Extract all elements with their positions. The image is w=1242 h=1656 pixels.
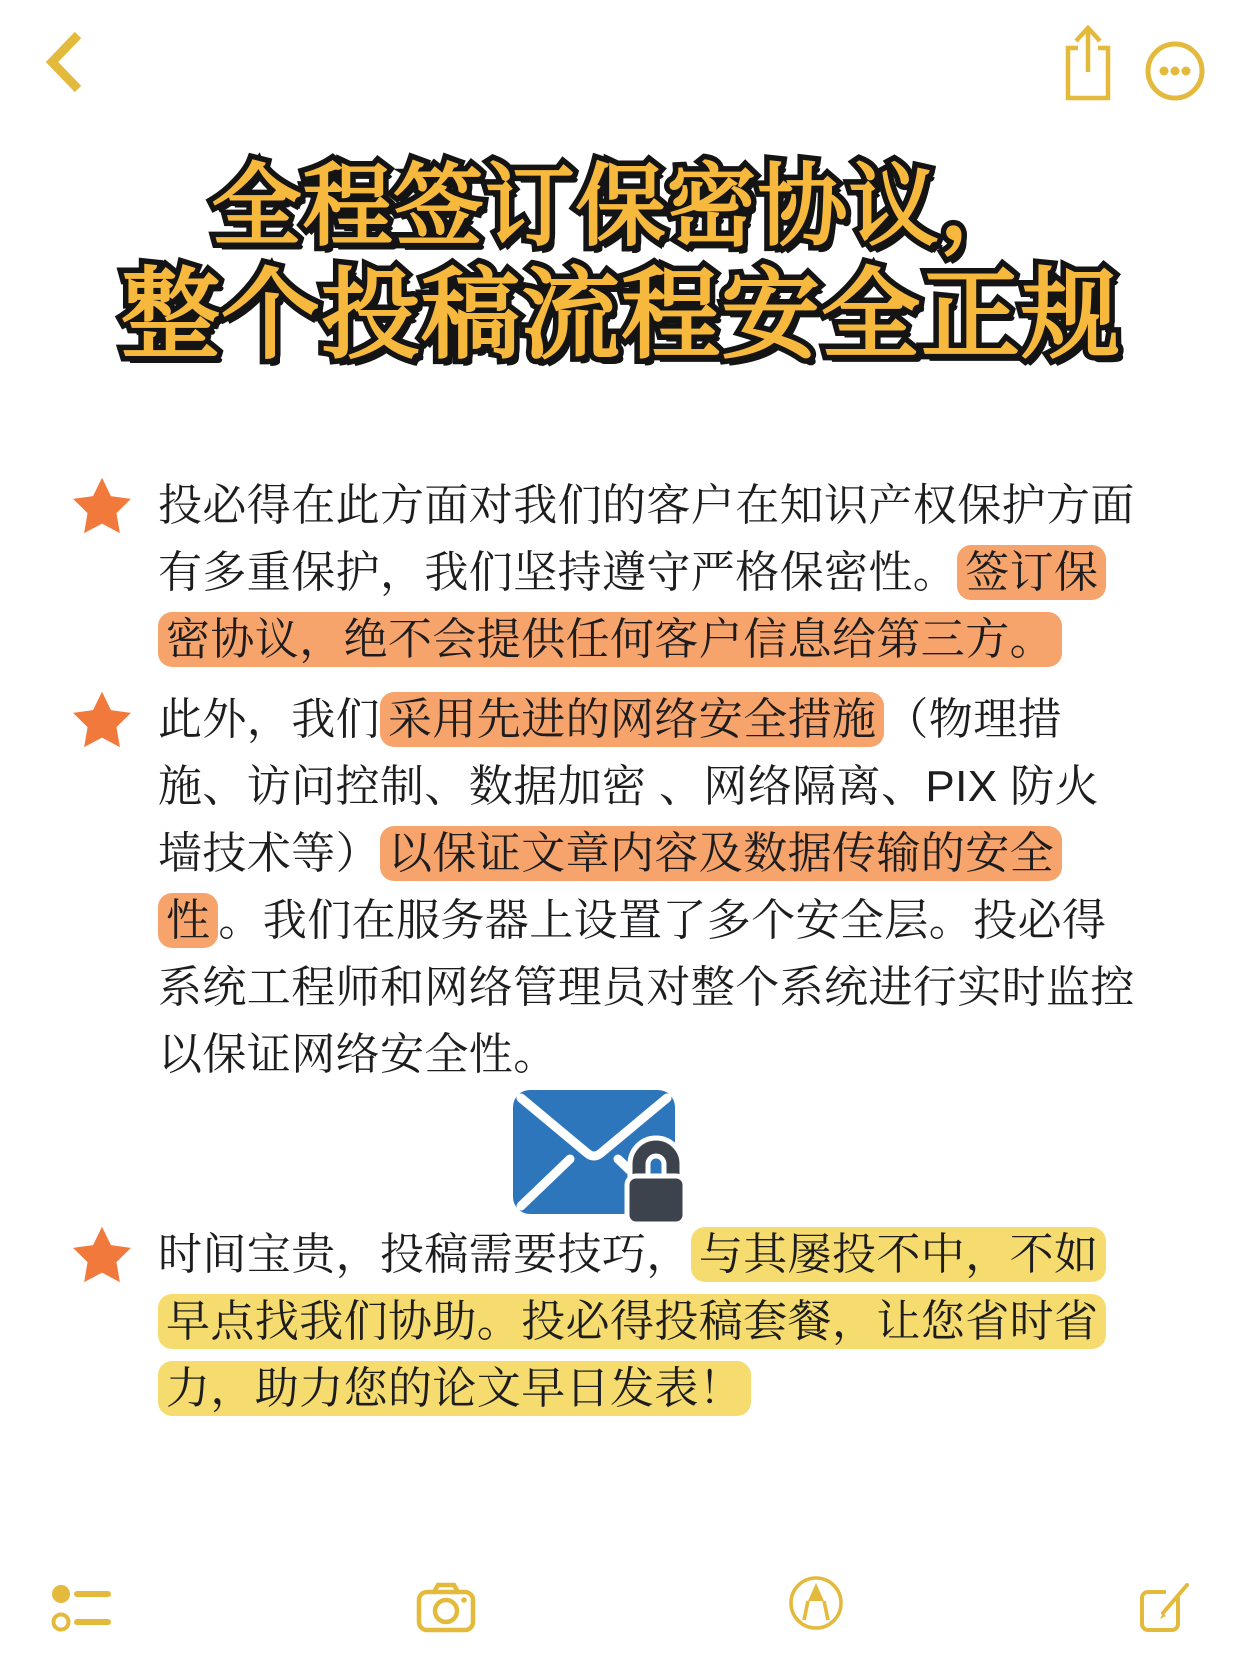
text-segment: 此外，我们 <box>158 695 380 744</box>
bullet-item-confidentiality <box>70 472 1140 673</box>
text-segment: （物理措施、访问控制、数据加密 、网络隔离、PIX 防火墙技术等） <box>158 695 1099 878</box>
camera-icon <box>416 1580 476 1634</box>
bullet-text <box>158 1221 1140 1422</box>
compose-icon <box>1138 1582 1190 1632</box>
checklist-button[interactable] <box>50 1582 112 1634</box>
camera-button[interactable] <box>416 1580 476 1634</box>
bullet-item-submission-service <box>70 1221 1140 1422</box>
text-segment: 时间宝贵，投稿需要技巧， <box>158 1230 691 1279</box>
bullet-item-network-security <box>70 686 1140 1088</box>
highlighted-text-segment: 签订保密协议，绝不会提供任何客户信息给第三方。 <box>158 545 1106 667</box>
star-icon <box>70 689 134 751</box>
compose-button[interactable] <box>1138 1582 1190 1632</box>
ellipsis-circle-icon <box>1144 40 1206 102</box>
markup-button[interactable] <box>788 1574 844 1632</box>
chevron-left-icon <box>42 30 86 94</box>
share-button[interactable] <box>1062 24 1114 102</box>
title-line-2: 整个投稿流程安全正规 <box>121 259 1121 371</box>
text-segment: 。我们在服务器上设置了多个安全层。投必得系统工程师和网络管理员对整个系统进行实时监控以保证网络安全性。 <box>158 896 1135 1079</box>
share-icon <box>1062 24 1114 102</box>
bullet-text <box>158 686 1140 1088</box>
checklist-icon <box>50 1582 112 1634</box>
marker-pen-icon <box>788 1574 844 1632</box>
more-options-button[interactable] <box>1144 40 1206 102</box>
highlighted-text-segment: 与其屡投不中，不如早点找我们协助。投必得投稿套餐，让您省时省力，助力您的论文早日发表！ <box>158 1227 1106 1416</box>
back-button[interactable] <box>42 30 86 94</box>
star-icon <box>70 475 134 537</box>
highlighted-text-segment: 以保证文章内容及数据传输的安全性 <box>158 826 1062 948</box>
bullet-text <box>158 472 1140 673</box>
highlighted-text-segment: 采用先进的网络安全措施 <box>380 692 884 747</box>
title-line-1: 全程签订保密协议， <box>211 157 1031 258</box>
page-title <box>0 157 1242 371</box>
text-segment: 投必得在此方面对我们的客户在知识产权保护方面有多重保护，我们坚持遵守严格保密性。 <box>158 481 1135 597</box>
star-icon <box>70 1224 134 1286</box>
secure-email-illustration <box>508 1080 708 1230</box>
